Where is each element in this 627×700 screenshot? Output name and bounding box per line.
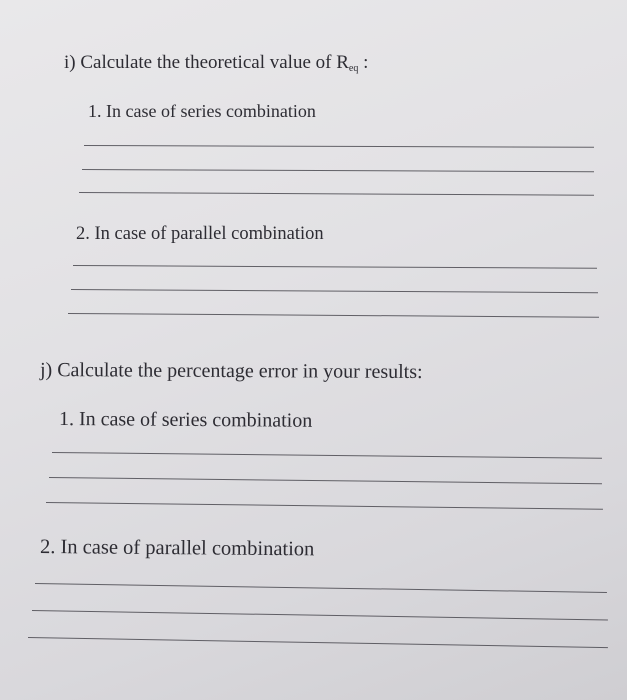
answer-line [68,313,599,318]
answer-line [28,637,608,648]
section-i-heading-subscript: eq [348,63,359,74]
answer-line [46,502,603,510]
section-j-heading: j) Calculate the percentage error in your results: [39,359,423,384]
answer-line [49,477,602,484]
answer-line [79,192,594,196]
section-i-heading-text: i) Calculate the theoretical value of R [64,52,349,73]
answer-line [71,289,598,293]
answer-line [84,145,594,148]
answer-line [35,583,607,593]
answer-line [32,610,608,621]
section-i-heading [64,52,368,74]
answer-line [52,452,602,459]
section-i-item-2-label: 2. In case of parallel combination [76,224,324,244]
section-i-heading-suffix: : [358,52,369,73]
section-j-item-2-label: 2. In case of parallel combination [39,536,315,561]
section-i-item-1-label: 1. In case of series combination [88,101,316,121]
answer-line [82,169,594,172]
section-j-item-1-label: 1. In case of series combination [58,408,313,432]
answer-line [73,265,597,269]
